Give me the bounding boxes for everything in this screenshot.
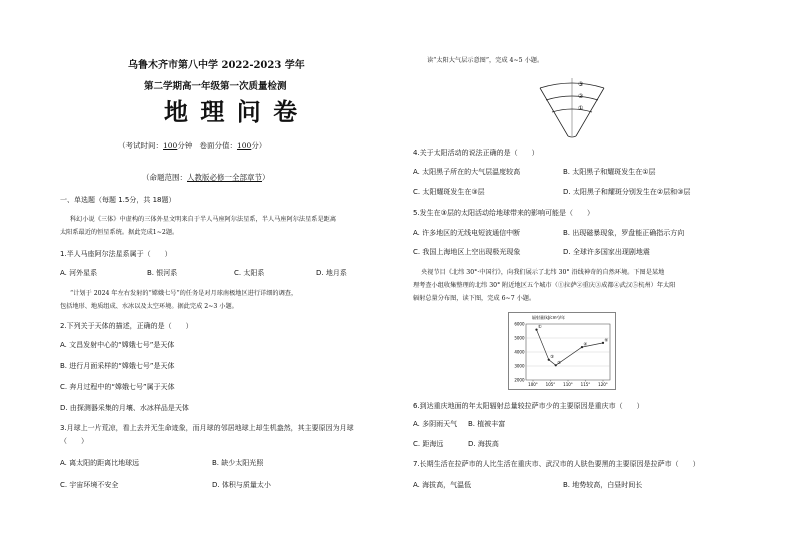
q7-option-a: A. 海拔高，气温低 (413, 481, 472, 489)
chart-xtick-label: 100° (528, 382, 538, 387)
question-5: 5.发生在③层的太阳活动给地球带来的影响可能是（ ） (413, 209, 594, 217)
chart-xtick-label: 120° (598, 382, 608, 387)
chart-point-label: ① (538, 324, 542, 330)
q4-option-d: D. 太阳黑子和耀斑分别发生在②层和③层 (563, 188, 691, 196)
q3-option-d: D. 体积与质量太小 (212, 481, 271, 489)
score-value: 100 (236, 141, 252, 150)
question-4: 4.关于太阳活动的说法正确的是（ ） (413, 149, 539, 157)
q6-option-a: A. 多阴雨天气 (413, 420, 458, 428)
q3-option-c: C. 宇宙环境不安全 (60, 481, 119, 489)
chart-xtick-label: 115° (580, 382, 591, 387)
chart-xtick-label: 105° (545, 382, 556, 387)
question-7: 7.长期生活在拉萨市的人比生活在重庆市、武汉市的人肤色要黑的主要原因是拉萨市（ ） (413, 460, 700, 468)
q1-option-c: C. 太阳系 (234, 269, 265, 277)
intro3-line2: 理考查小组收集整理的北纬 30° 附近地区五个城市（①拉萨②重庆③成都④武汉⑤杭州）年太阳 (413, 282, 676, 289)
scope-line: （命题范围：人教版必修一全部章节） (142, 173, 270, 182)
q1-option-d: D. 地月系 (316, 269, 347, 277)
intro3-line3: 辐射总量分布图，读下图，完成 6~7 小题。 (413, 295, 536, 302)
chart-point-label: ④ (583, 341, 588, 347)
chart-ytick-label: 6000 (514, 321, 525, 327)
q4-option-b: B. 太阳黑子和耀斑发生在①层 (563, 168, 656, 176)
chart-ytick-label: 5000 (514, 335, 525, 341)
fan-edge-left (540, 88, 568, 136)
chart-ytick-label: 3000 (514, 363, 525, 369)
q3-option-b: B. 缺少太阳光照 (212, 459, 264, 467)
chart-ylabel: 辐射量(kJ/cm²)/年 (532, 315, 566, 320)
q5-option-b: B. 出现磁暴现象，罗盘能正确指示方向 (563, 229, 685, 237)
chart-ytick-label: 2000 (514, 377, 525, 383)
fan-core (568, 136, 576, 137)
chart-point-label: ② (557, 359, 562, 365)
fig-label-3: ③ (578, 81, 584, 88)
intro1-line2: 太阳系最近的恒星系统。据此完成1~2题。 (60, 229, 179, 236)
chart-point-label: ③ (550, 354, 555, 360)
q2-option-c: C. 奔月过程中的“嫦娥七号”属于天体 (60, 383, 175, 391)
exam-info: （考试时间：100分钟 卷面分值：100分） (118, 141, 267, 150)
fig-label-2: ② (578, 93, 584, 100)
q6-option-b: B. 植被丰富 (468, 420, 506, 428)
q1-option-a: A. 河外星系 (60, 269, 98, 277)
section-heading: 一、单选题（每题 1.5分，共 18题） (60, 196, 176, 204)
q6-option-c: C. 距海远 (413, 440, 444, 448)
school-line: 乌鲁木齐市第八中学 2022-2023 学年 (128, 60, 305, 71)
chart-point-label: ⑤ (604, 337, 609, 343)
question-1: 1.半人马座阿尔法星系属于（ ） (60, 250, 172, 258)
intro2-line2: 包括地形、地质组成、水冰以及太空环境。据此完成 2~3 小题。 (60, 303, 238, 310)
question-3-line2: （ ） (60, 437, 88, 445)
q3-option-a: A. 离太阳的距离比地球远 (60, 459, 140, 467)
q5-option-d: D. 全球许多国家出现剧地震 (563, 248, 650, 256)
intro-figure-caption: 读“太阳大气层示意图”，完成 4~5 小题。 (427, 57, 544, 64)
q4-option-a: A. 太阳黑子所在的大气层温度较高 (413, 168, 521, 176)
fig-label-1: ① (578, 105, 584, 112)
q2-option-d: D. 由探测器采集的月壤、水冰样品是天体 (60, 404, 189, 412)
q2-option-b: B. 进行月面采样的“嫦娥七号”是天体 (60, 362, 175, 370)
q1-option-b: B. 银河系 (147, 269, 178, 277)
q5-option-a: A. 许多地区的无线电短波通信中断 (413, 229, 521, 237)
intro1-line1: 科幻小说《三体》中虚构的三体外星文明来自于半人马座阿尔法星系，半人马座阿尔法星系是距离 (70, 216, 337, 223)
subject-title: 地 理 问 卷 (164, 97, 300, 126)
exam-time-value: 100 (163, 141, 178, 150)
q4-option-c: C. 太阳耀斑发生在③层 (413, 188, 485, 196)
q6-option-d: D. 海拔高 (468, 440, 499, 448)
question-3-line1: 3.月球上一片荒凉，看上去并无生命迹象，而月球的邻居地球上却生机盎然，其主要原因为月球 (60, 424, 354, 432)
sun-atmosphere-figure (538, 76, 606, 138)
chart-xtick-label: 110° (563, 382, 573, 387)
radiation-chart (508, 312, 616, 390)
question-2: 2.下列关于天体的描述，正确的是（ ） (60, 322, 193, 330)
intro2-line1: “计划于 2024 年左右发射的“嫦娥七号”的任务是对月球南极地区进行详细的调查， (70, 290, 298, 297)
intro3-line1: 央视节目《北纬 30°·中国行》，向我们展示了北纬 30° 沿线神奇的自然环境。下图是某地 (421, 269, 665, 276)
term-line: 第二学期高一年级第一次质量检测 (144, 81, 287, 92)
q2-option-a: A. 文昌发射中心的“嫦娥七号”是天体 (60, 341, 175, 349)
q7-option-b: B. 地势较高，白昼时间长 (563, 481, 643, 489)
chart-ytick-label: 4000 (514, 349, 525, 355)
scope-value: 人教版必修一全部章节 (187, 173, 262, 182)
q5-option-c: C. 我国上海地区上空出现极光现象 (413, 248, 521, 256)
question-6: 6.到达重庆地面的年太阳辐射总量较拉萨市少的主要原因是重庆市（ ） (413, 402, 644, 410)
